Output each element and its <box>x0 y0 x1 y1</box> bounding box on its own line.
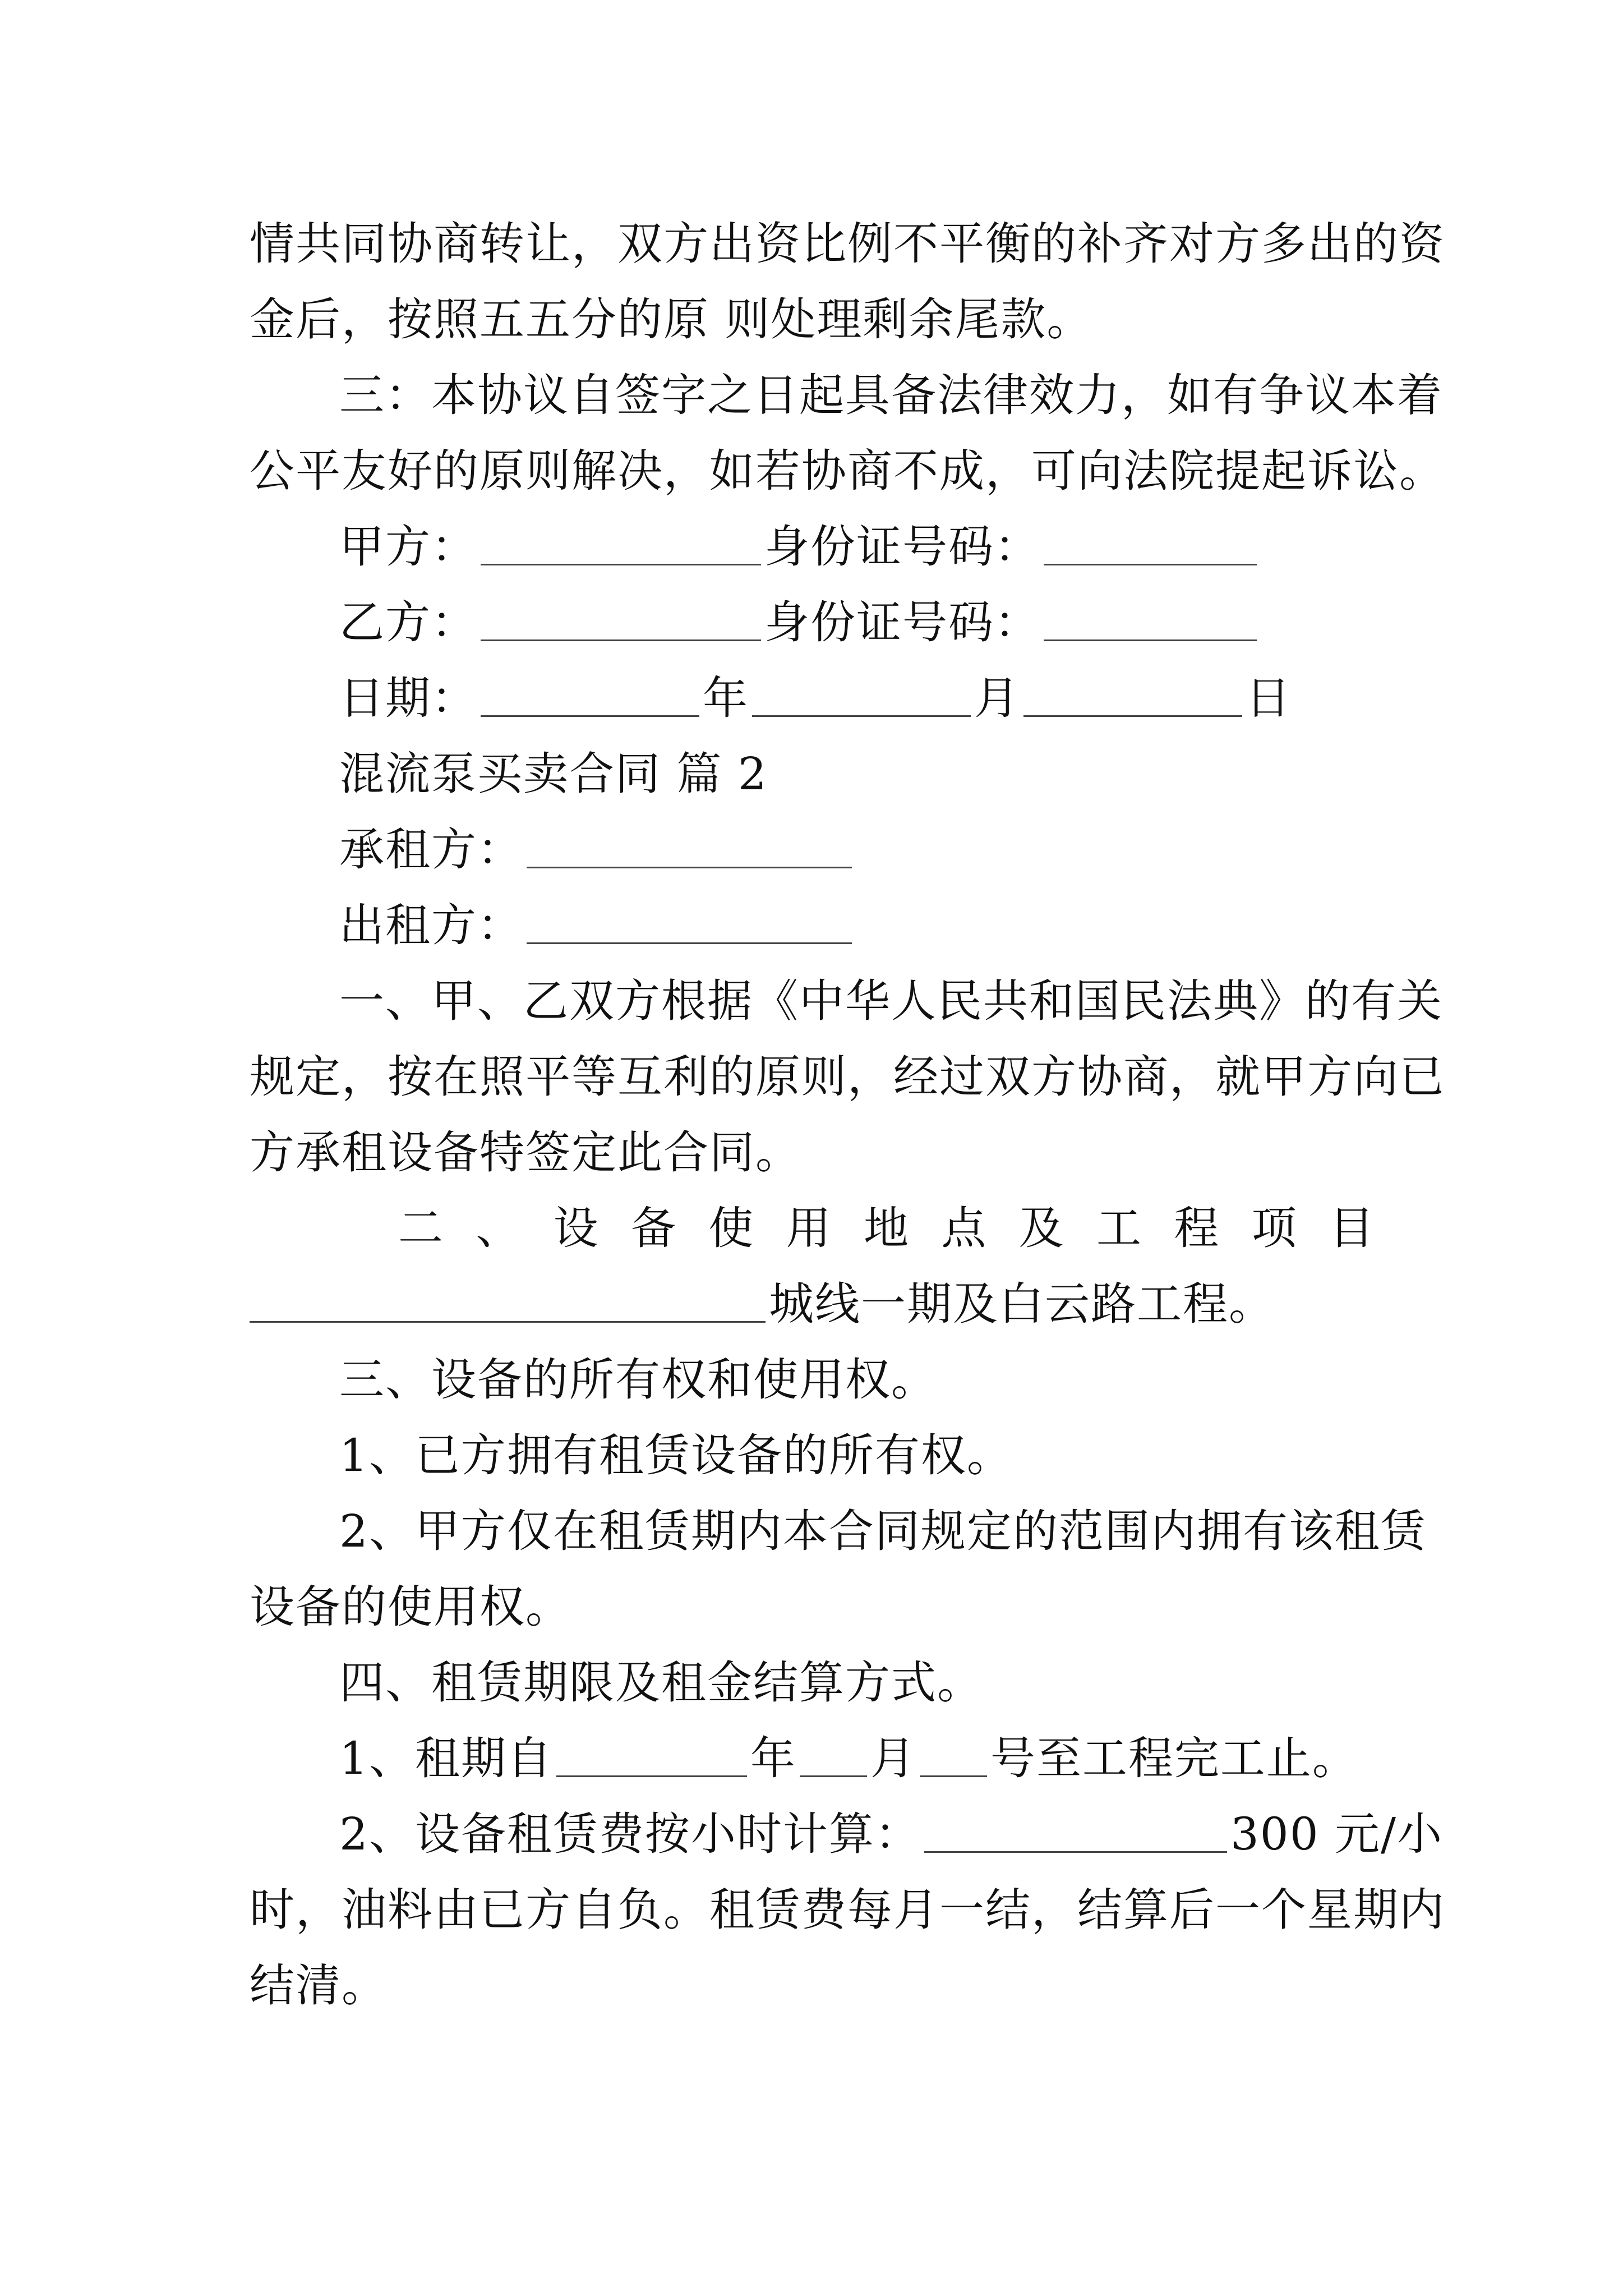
month-label: 月 <box>974 672 1020 724</box>
lease-year-label: 年 <box>750 1732 796 1784</box>
lessor-line <box>339 895 855 956</box>
clause-2-char: 地 <box>863 1202 909 1254</box>
lessee-line <box>339 819 855 881</box>
clause-2-char: 二 <box>398 1202 443 1254</box>
fee-line <box>339 1803 1443 1865</box>
lease-year-field[interactable] <box>556 1736 747 1777</box>
clause-2-char: 工 <box>1096 1202 1141 1254</box>
paragraph-line: 时，油料由已方自负。租赁费每月一结，结算后一个星期内 <box>250 1884 1445 1936</box>
party-b-line <box>339 592 1260 654</box>
paragraph-line: 结清。 <box>250 1959 388 2012</box>
lease-term-suffix: 号至工程完工止。 <box>990 1732 1358 1784</box>
paragraph-line: 1、已方拥有租赁设备的所有权。 <box>339 1429 1013 1481</box>
paragraph-line: 金后，按照五五分的原 则处理剩余尾款。 <box>250 293 1093 346</box>
paragraph-line: 情共同协商转让，双方出资比例不平衡的补齐对方多出的资 <box>250 218 1445 270</box>
lessee-label: 承租方： <box>339 823 523 876</box>
date-line <box>339 668 1292 729</box>
id-label: 身份证号码： <box>764 596 1040 648</box>
fee-field[interactable] <box>924 1812 1227 1853</box>
id-label: 身份证号码： <box>764 521 1040 573</box>
lease-term-line <box>339 1728 1358 1789</box>
paragraph-line: 三、设备的所有权和使用权。 <box>339 1354 937 1406</box>
paragraph-line: 2、甲方仅在租赁期内本合同规定的范围内拥有该租赁 <box>339 1505 1427 1557</box>
lessor-label: 出租方： <box>339 899 523 951</box>
year-field[interactable] <box>481 676 699 717</box>
party-b-label: 乙方： <box>339 596 477 648</box>
clause-2-char: 项 <box>1251 1202 1297 1254</box>
party-a-name-field[interactable] <box>481 524 761 565</box>
clause-2-char: 使 <box>708 1202 754 1254</box>
fee-rate: 300 元/小 <box>1230 1808 1443 1860</box>
party-a-label: 甲方： <box>339 521 477 573</box>
party-b-id-field[interactable] <box>1044 600 1257 641</box>
clause-2-char: 程 <box>1174 1202 1219 1254</box>
fee-prefix: 2、设备租赁费按小时计算： <box>339 1808 921 1860</box>
party-a-id-field[interactable] <box>1044 524 1257 565</box>
date-label: 日期： <box>339 672 477 724</box>
day-label: 日 <box>1246 672 1292 724</box>
clause-2-char: 、 <box>476 1202 521 1254</box>
clause-2-char: 及 <box>1018 1202 1064 1254</box>
paragraph-line: 公平友好的原则解决，如若协商不成，可向法院提起诉讼。 <box>250 445 1445 497</box>
clause-2-char: 点 <box>941 1202 986 1254</box>
section-title: 混流泵买卖合同 篇 2 <box>339 748 768 800</box>
lessor-field[interactable] <box>527 903 852 944</box>
clause-2-line-2 <box>250 1273 1275 1335</box>
clause-2-char: 设 <box>553 1202 598 1254</box>
day-field[interactable] <box>1023 676 1242 717</box>
paragraph-line: 一、甲、乙双方根据《中华人民共和国民法典》的有关 <box>339 975 1443 1027</box>
lease-term-prefix: 1、租期自 <box>339 1732 553 1784</box>
lease-day-field[interactable] <box>920 1736 987 1777</box>
party-b-name-field[interactable] <box>481 600 761 641</box>
clause-2-line <box>398 1198 1374 1259</box>
clause-2-char: 备 <box>630 1202 676 1254</box>
clause-2-tail: 城线一期及白云路工程。 <box>769 1278 1275 1330</box>
paragraph-line: 规定，按在照平等互利的原则，经过双方协商，就甲方向已 <box>250 1051 1445 1103</box>
lease-month-label: 月 <box>870 1732 916 1784</box>
month-field[interactable] <box>752 676 971 717</box>
clause-2-char: 用 <box>786 1202 831 1254</box>
paragraph-line: 四、租赁期限及租金结算方式。 <box>339 1657 983 1709</box>
paragraph-line: 方承租设备特签定此合同。 <box>250 1126 801 1179</box>
project-field[interactable] <box>250 1282 766 1323</box>
lease-month-field[interactable] <box>800 1736 867 1777</box>
year-label: 年 <box>703 672 749 724</box>
lessee-field[interactable] <box>527 827 852 868</box>
paragraph-line: 设备的使用权。 <box>250 1581 571 1633</box>
clause-2-char: 目 <box>1329 1202 1374 1254</box>
party-a-line <box>339 516 1260 578</box>
paragraph-line: 三：本协议自签字之日起具备法律效力，如有争议本着 <box>339 369 1443 421</box>
